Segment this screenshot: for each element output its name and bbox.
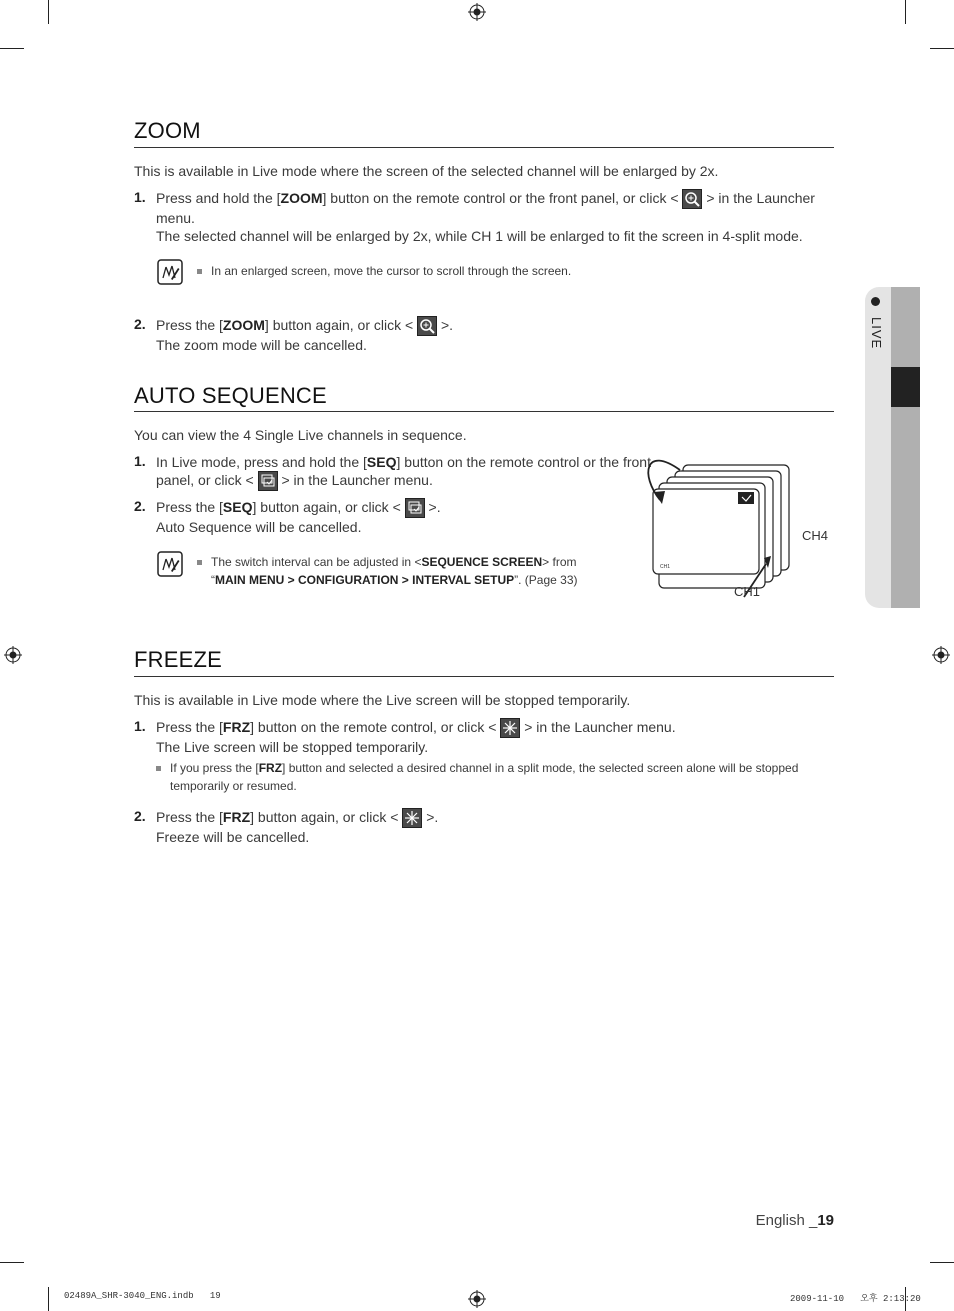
step-number: 1. (134, 189, 146, 205)
freeze-step2 (156, 808, 438, 846)
note-text: ] button and selected a desired channel in a split mode, the selected screen alone will be stopped (282, 761, 799, 775)
section-heading-freeze: FREEZE (134, 647, 222, 672)
crop-mark (0, 1262, 24, 1263)
registration-mark-icon (4, 646, 22, 664)
freeze-note (156, 759, 798, 795)
sequence-diagram (640, 440, 840, 605)
note-text: In an enlarged screen, move the cursor to scroll through the screen. (211, 264, 572, 278)
text: ] button on the remote control or the front panel, or click < (322, 190, 679, 206)
square-bullet (197, 560, 202, 565)
zoom-icon (682, 189, 702, 209)
auto-sequence-note (197, 553, 578, 589)
zoom-step1 (156, 189, 836, 245)
key-name: FRZ (222, 809, 251, 825)
text: The Live screen will be stopped temporarily. (156, 739, 429, 755)
section-heading-zoom: ZOOM (134, 118, 201, 143)
side-tab-active-marker (891, 367, 920, 407)
note-text: “ (211, 573, 215, 587)
sequence-icon (405, 498, 425, 518)
sequence-icon (258, 471, 278, 491)
bullet-dot (871, 297, 880, 306)
crop-mark (48, 1287, 49, 1311)
text: Press the [ (156, 317, 223, 333)
language-label: English _ (755, 1212, 818, 1229)
crop-mark (48, 0, 49, 24)
print-date: 2009-11-10 오후 2:13:20 (790, 1294, 921, 1304)
zoom-note (197, 262, 571, 280)
text: Press the [ (156, 719, 223, 735)
registration-mark-icon (468, 3, 486, 21)
step-number: 1. (134, 718, 146, 734)
text: ] button again, or click < (264, 317, 414, 333)
freeze-icon (402, 808, 422, 828)
text: Press the [ (156, 809, 223, 825)
square-bullet (156, 766, 161, 771)
text: > in the Launcher (706, 190, 815, 206)
text: panel, or click < (156, 472, 254, 488)
text: >. (426, 809, 439, 825)
ch4-label: CH4 (802, 528, 829, 543)
registration-mark-icon (932, 646, 950, 664)
square-bullet (197, 269, 202, 274)
step-number: 2. (134, 498, 146, 514)
key-name: FRZ (222, 719, 251, 735)
screen-channel-label: CH1 (660, 564, 671, 570)
auto-sequence-step2 (156, 498, 441, 536)
heading-rule (134, 147, 834, 148)
step-number: 1. (134, 453, 146, 469)
text: Freeze will be cancelled. (156, 829, 310, 845)
note-text: ”. (Page 33) (514, 573, 578, 587)
text: >. (440, 317, 454, 333)
section-heading-auto-sequence: AUTO SEQUENCE (134, 383, 327, 408)
auto-sequence-intro: You can view the 4 Single Live channels in sequence. (134, 427, 467, 443)
side-tab-label: LIVE (869, 317, 884, 350)
step-number: 2. (134, 808, 146, 824)
text: Press and hold the [ (156, 190, 281, 206)
crop-mark (905, 0, 906, 24)
step-number: 2. (134, 316, 146, 332)
key-name: FRZ (258, 761, 283, 775)
side-tab-strip (891, 287, 920, 608)
page-number-value: 19 (817, 1212, 834, 1229)
note-text: If you press the [ (170, 761, 259, 775)
key-name: ZOOM (280, 190, 323, 206)
crop-mark (0, 48, 24, 49)
menu-name: SEQUENCE SCREEN (421, 555, 543, 569)
text: > in the Launcher menu. (281, 472, 433, 488)
text: Press the [ (156, 499, 223, 515)
key-name: SEQ (366, 454, 397, 470)
freeze-icon (500, 718, 520, 738)
heading-rule (134, 411, 834, 412)
text: menu. (156, 210, 195, 226)
key-name: SEQ (222, 499, 253, 515)
crop-mark (930, 48, 954, 49)
text: ] button on the remote control, or click < (250, 719, 497, 735)
sequence-badge-icon (738, 492, 754, 504)
menu-path: MAIN MENU > CONFIGURATION > INTERVAL SETUP (215, 573, 515, 587)
text: ] button on the remote control or the front (396, 454, 651, 470)
note-text: temporarily or resumed. (170, 779, 297, 793)
text: Auto Sequence will be cancelled. (156, 519, 362, 535)
chapter-side-tab (865, 287, 920, 608)
crop-mark (930, 1262, 954, 1263)
freeze-step1 (156, 718, 676, 756)
heading-rule (134, 676, 834, 677)
text: >. (428, 499, 441, 515)
text: > in the Launcher menu. (524, 719, 676, 735)
print-file-info: 02489A_SHR-3040_ENG.indb 19 (64, 1291, 221, 1301)
note-text: The switch interval can be adjusted in < (211, 555, 422, 569)
text: The zoom mode will be cancelled. (156, 337, 367, 353)
registration-mark-icon (468, 1290, 486, 1308)
zoom-icon (417, 316, 437, 336)
text: ] button again, or click < (250, 809, 399, 825)
note-icon (157, 551, 183, 577)
freeze-intro: This is available in Live mode where the Live screen will be stopped temporarily. (134, 692, 631, 708)
page-number (756, 1212, 834, 1229)
zoom-step2 (156, 316, 453, 354)
zoom-intro: This is available in Live mode where the screen of the selected channel will be enlarged by 2x. (134, 163, 719, 179)
note-icon (157, 259, 183, 285)
text: ] button again, or click < (252, 499, 401, 515)
key-name: ZOOM (222, 317, 265, 333)
ch1-label: CH1 (734, 584, 761, 599)
text: In Live mode, press and hold the [ (156, 454, 367, 470)
text: The selected channel will be enlarged by 2x, while CH 1 will be enlarged to fit the screen in 4-split mode. (156, 228, 803, 244)
note-text: > from (542, 555, 577, 569)
auto-sequence-step1 (156, 453, 651, 491)
